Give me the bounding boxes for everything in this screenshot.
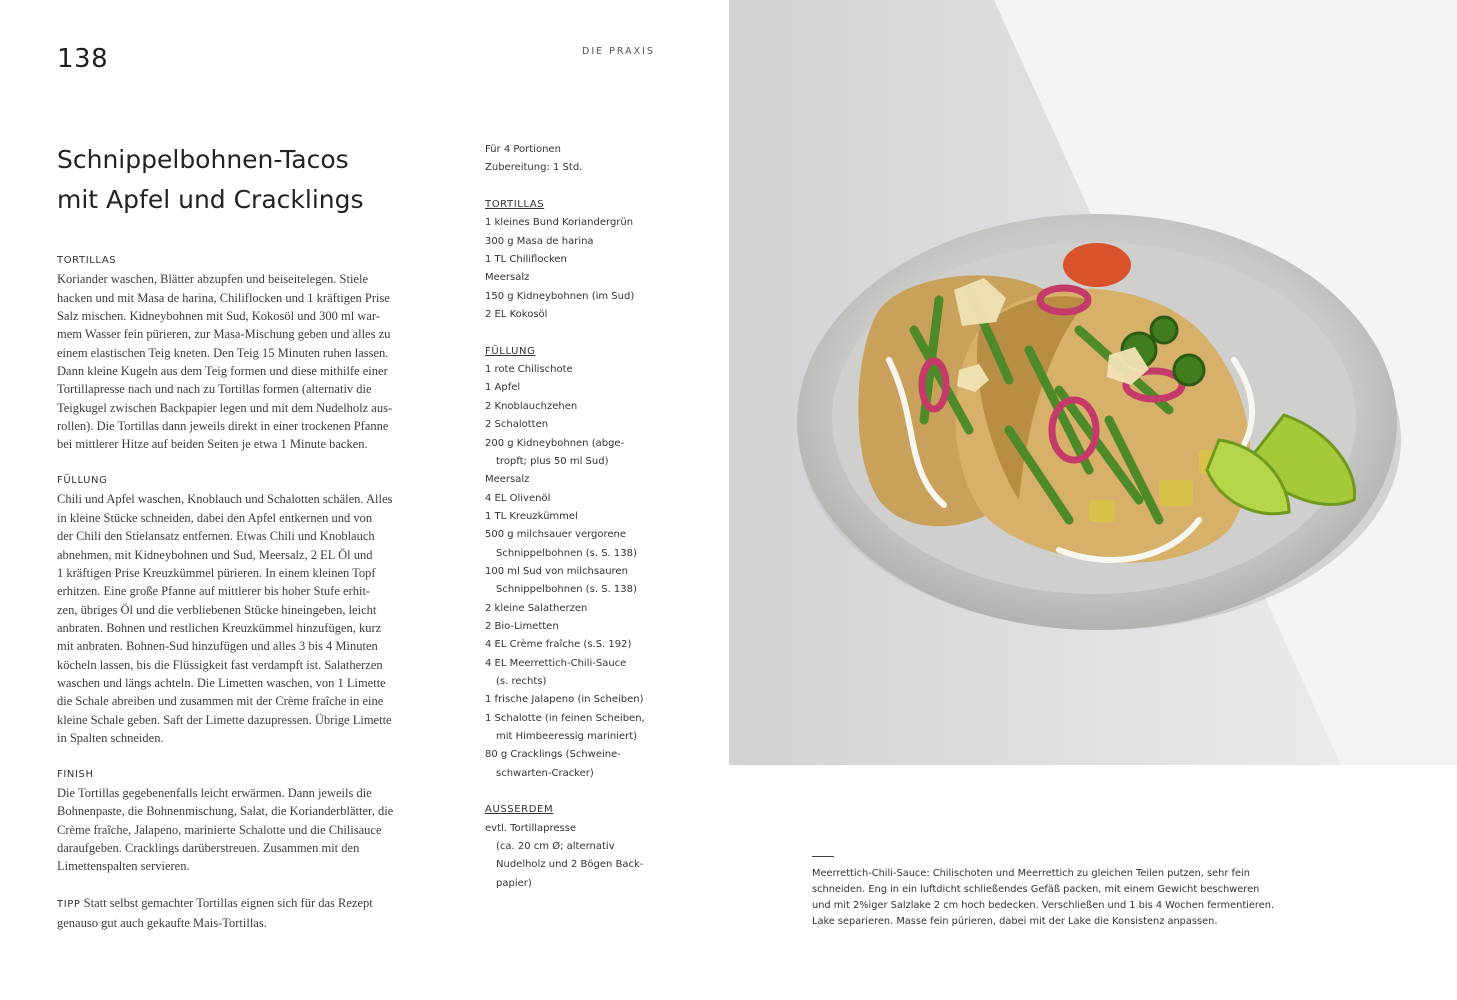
ingredient-item: 1 rote Chilischote: [485, 364, 573, 376]
footnote-line: schneiden. Eng in ein luftdicht schließendes Gefäß packen, mit einem Gewicht beschweren: [812, 884, 1260, 895]
method-text-line: mit anbraten. Bohnen-Sud hinzufügen und alles 3 bis 4 Minuten: [57, 639, 378, 654]
ingredient-item: tropft; plus 50 ml Sud): [496, 455, 609, 467]
method-text-line: zen, übriges Öl und die verbliebenen Stücke hineingeben, leicht: [57, 602, 377, 617]
method-text-line: Die Tortillas gegebenenfalls leicht erwärmen. Dann jeweils die: [57, 785, 372, 800]
tip: [57, 894, 422, 933]
spacer: [485, 783, 660, 801]
ingredient-item: 1 Apfel: [485, 382, 521, 394]
ingredient-item: evtl. Tortillapresse: [485, 822, 577, 834]
ingredient-item: Nudelholz und 2 Bögen Back-: [496, 859, 644, 871]
method-text-line: Tortillapresse nach und nach zu Tortillas formen (alternativ die: [57, 382, 372, 397]
ingredient-item: 2 Bio-Limetten: [485, 620, 559, 632]
recipe-title: [57, 140, 437, 220]
ingredient-item: 500 g milchsauer vergorene: [485, 529, 627, 541]
method-text-line: in kleine Stücke schneiden, dabei den Apfel entkernen und von: [57, 510, 373, 525]
method-text-line: in Spalten schneiden.: [57, 730, 164, 745]
ingredient-item: 1 kleines Bund Koriandergrün: [485, 217, 634, 229]
method-text-line: Koriander waschen, Blätter abzupfen und beiseitelegen. Stiele: [57, 272, 368, 287]
tip-text: Statt selbst gemachter Tortillas eignen sich für das Rezept: [83, 896, 373, 911]
ingredient-group-heading: TORTILLAS: [485, 199, 545, 211]
method-text-line: anbraten. Bohnen und restlichen Kreuzkümmel hinzufügen, kurz: [57, 620, 382, 635]
ingredient-item: 1 frische Jalapeno (in Scheiben): [485, 694, 644, 706]
method-text-line: 1 kräftigen Prise Kreuzkümmel pürieren. In einem kleinen Topf: [57, 565, 376, 580]
servings: Für 4 Portionen: [485, 144, 561, 155]
footnote-line: Meerrettich-Chili-Sauce: Chilischoten und Meerrettich zu gleichen Teilen putzen, sehr fein: [812, 868, 1250, 879]
ingredient-item: 4 EL Meerrettich-Chili-Sauce: [485, 657, 627, 669]
footnote-line: Lake separieren. Masse fein pürieren, dabei mit der Lake die Konsistenz anpassen.: [812, 916, 1218, 927]
method-text-line: Bohnenpaste, die Bohnenmischung, Salat, die Korianderblätter, die: [57, 804, 394, 819]
method-text-line: Limettenspalten servieren.: [57, 859, 190, 874]
running-head: DIE PRAXIS: [582, 46, 655, 57]
taco-plate-illustration: [729, 0, 1457, 765]
ingredient-item: Schnippelbohnen (s. S. 138): [496, 584, 637, 596]
ingredient-item: (ca. 20 cm Ø; alternativ: [496, 841, 615, 853]
ingredients-column: [485, 141, 660, 893]
method-text-line: kleine Schale geben. Saft der Limette dazupressen. Übrige Limette: [57, 712, 392, 727]
method-text-line: Dann kleine Kugeln aus dem Teig formen und diese mithilfe einer: [57, 364, 388, 379]
footnote: [812, 866, 1292, 930]
method-text-line: einem elastischen Teig kneten. Den Teig 15 Minuten ruhen lassen.: [57, 345, 389, 360]
method-paragraph: [57, 784, 422, 876]
ingredient-item: papier): [496, 877, 532, 889]
ingredient-group-heading: AUSSERDEM: [485, 804, 554, 816]
method-text-line: Chili und Apfel waschen, Knoblauch und Schalotten schälen. Alles: [57, 492, 393, 507]
method-text-line: erhitzen. Eine große Pfanne auf mittlerer bis hoher Stufe erhit-: [57, 584, 371, 599]
ingredient-item: 80 g Cracklings (Schweine-: [485, 749, 621, 761]
method-text-line: köcheln lassen, bis die Flüssigkeit fast verdampft ist. Salatherzen: [57, 657, 383, 672]
tip-line: genauso gut auch gekaufte Mais-Tortillas.: [57, 916, 267, 931]
ingredient-item: Meersalz: [485, 474, 530, 486]
ingredient-item: schwarten-Cracker): [496, 767, 594, 779]
ingredient-item: 1 TL Kreuzkümmel: [485, 510, 578, 522]
method-text-line: der Chili den Stielansatz entfernen. Etwas Chili und Knoblauch: [57, 529, 375, 544]
food-photo: [729, 0, 1457, 765]
ingredient-item: (s. rechts): [496, 675, 547, 687]
method-text-line: rollen). Die Tortillas dann jeweils direkt in einer trockenen Pfanne: [57, 419, 389, 434]
ingredient-item: 300 g Masa de harina: [485, 235, 594, 247]
method-text-line: hacken und mit Masa de harina, Chiliflocken und 1 kräftigen Prise: [57, 290, 390, 305]
ingredient-group-heading: FÜLLUNG: [485, 345, 536, 357]
ingredient-item: 4 EL Olivenöl: [485, 492, 551, 504]
ingredient-item: mit Himbeeressig mariniert): [496, 731, 638, 742]
ingredient-item: 1 Schalotte (in feinen Scheiben,: [485, 712, 645, 724]
ingredient-item: 150 g Kidneybohnen (im Sud): [485, 290, 635, 302]
ingredient-item: 200 g Kidneybohnen (abge-: [485, 437, 625, 449]
footnote-rule: [812, 856, 834, 857]
method-text-line: daraufgeben. Cracklings darüberstreuen. Zusammen mit den: [57, 841, 360, 855]
method-paragraph: [57, 270, 422, 453]
method-text-line: Salz mischen. Kidneybohnen mit Sud, Kokosöl und 300 ml war-: [57, 309, 380, 324]
ingredient-item: 2 Schalotten: [485, 419, 549, 431]
chili-sauce: [1063, 243, 1131, 287]
ingredient-item: 2 kleine Salatherzen: [485, 602, 588, 614]
ingredient-item: 2 Knoblauchzehen: [485, 400, 578, 412]
method-paragraph: [57, 490, 422, 747]
method-section-heading: FINISH: [57, 768, 94, 780]
recipe-title-line: mit Apfel und Cracklings: [57, 185, 364, 214]
tip-label: TIPP: [57, 899, 81, 911]
spacer: [485, 178, 660, 196]
ingredient-item: 1 TL Chiliflocken: [485, 254, 567, 266]
recipe-title-line: Schnippelbohnen-Tacos: [57, 145, 349, 174]
method-text-line: bei mittlerer Hitze auf beiden Seiten je etwa 1 Minute backen.: [57, 437, 368, 452]
method-text-line: Teigkugel zwischen Backpapier legen und mit dem Nudelholz aus-: [57, 400, 393, 415]
ingredient-item: Schnippelbohnen (s. S. 138): [496, 547, 637, 559]
page-number: 138: [57, 44, 109, 74]
method-section-heading: FÜLLUNG: [57, 475, 108, 487]
ingredient-item: 4 EL Crème fraîche (s.S. 192): [485, 639, 632, 651]
method-text-line: abnehmen, mit Kidneybohnen und Sud, Meersalz, 2 EL Öl und: [57, 547, 373, 562]
footnote-line: und mit 2%iger Salzlake 2 cm hoch bedecken. Verschließen und 1 bis 4 Wochen fermentieren.: [812, 900, 1275, 911]
ingredient-item: 2 EL Kokosöl: [485, 309, 548, 321]
method-text-line: Crème fraîche, Jalapeno, marinierte Schalotte und die Chilisauce: [57, 822, 382, 837]
method-text-line: waschen und längs achteln. Die Limetten waschen, von 1 Limette: [57, 675, 386, 690]
ingredient-item: 100 ml Sud von milchsauren: [485, 565, 628, 577]
prep-time: Zubereitung: 1 Std.: [485, 162, 583, 174]
spacer: [485, 324, 660, 342]
ingredient-item: Meersalz: [485, 272, 530, 284]
method-column: [57, 252, 422, 933]
tip-line: [57, 894, 422, 914]
method-section-heading: TORTILLAS: [57, 255, 117, 266]
method-text-line: mem Wasser fein pürieren, zur Masa-Mischung geben und alles zu: [57, 327, 391, 342]
method-text-line: die Schale abreiben und zusammen mit der Crème fraîche in eine: [57, 694, 384, 709]
